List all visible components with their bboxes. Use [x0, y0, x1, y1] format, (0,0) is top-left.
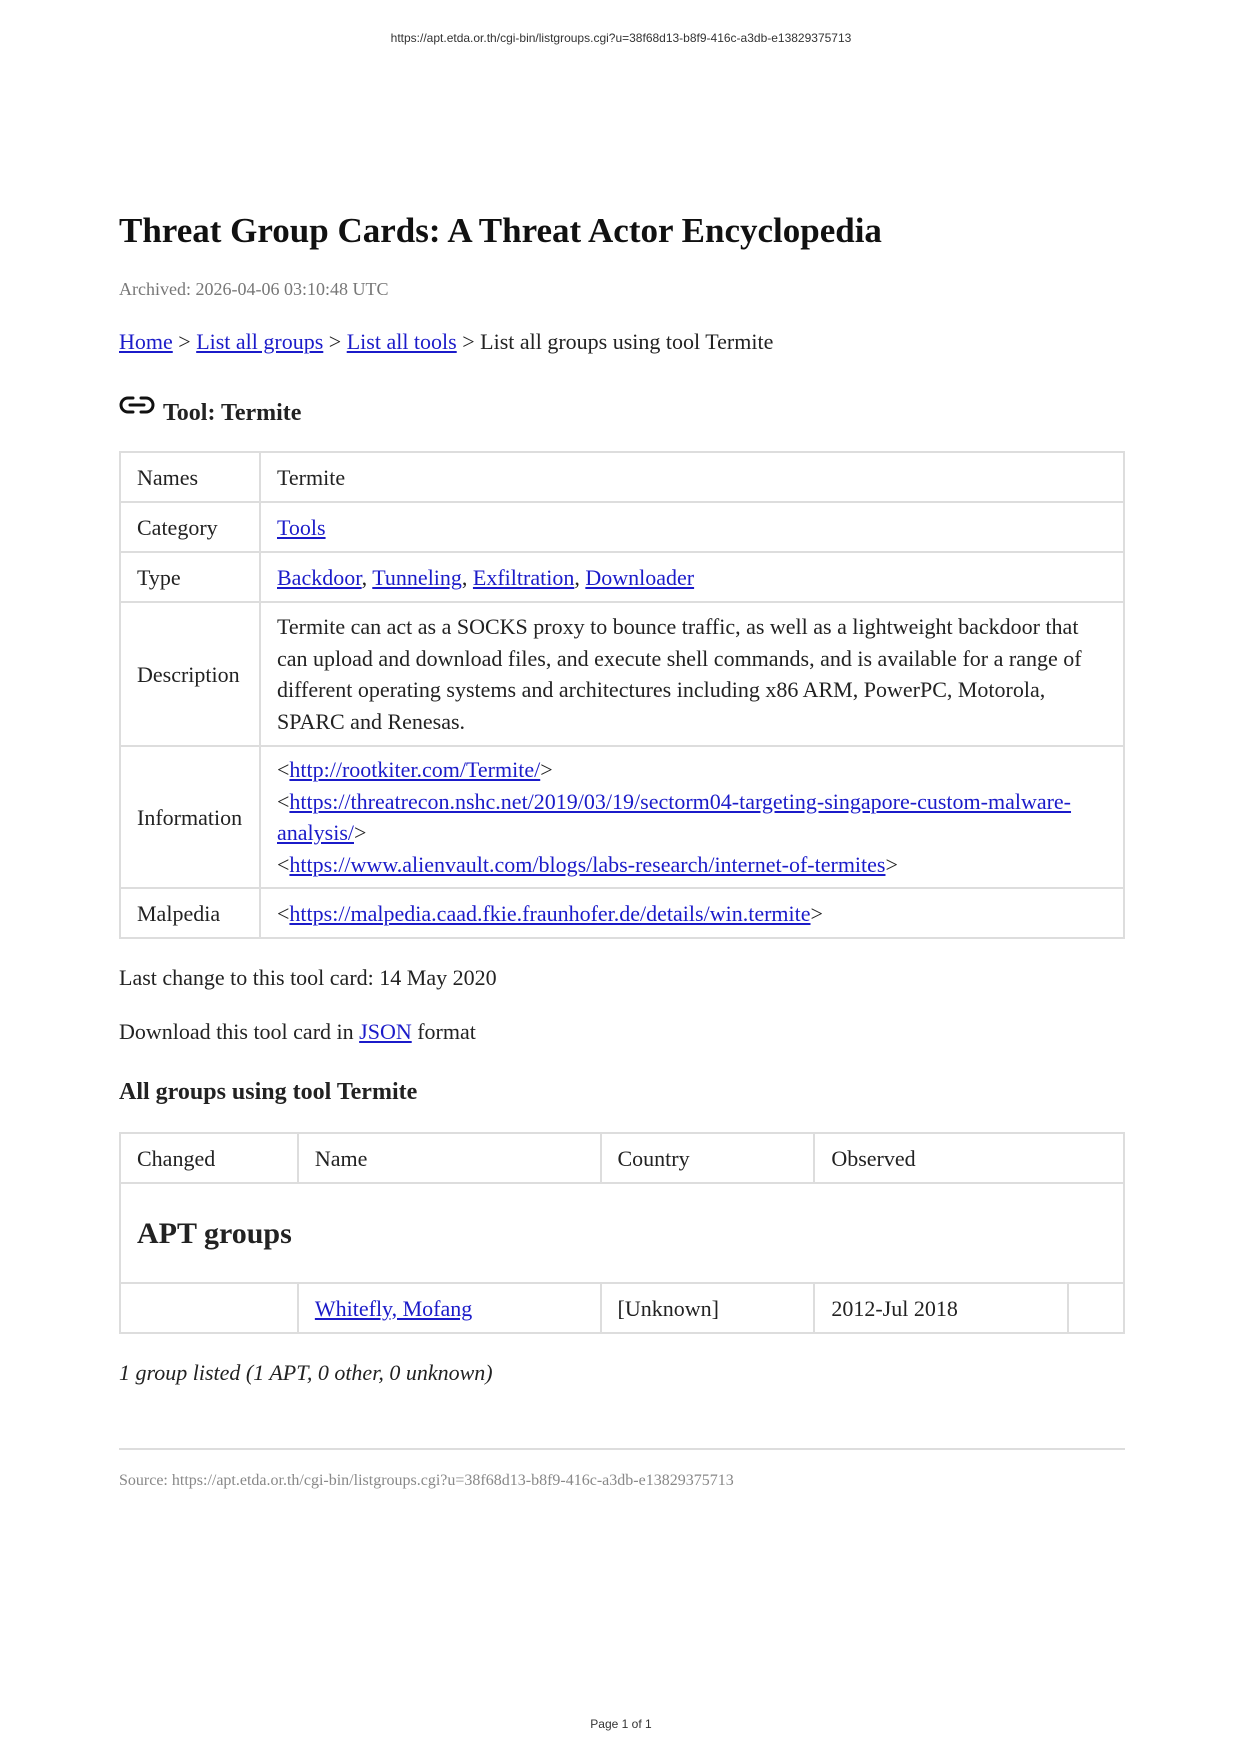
- names-value: Termite: [260, 452, 1124, 502]
- cell-observed: 2012-Jul 2018: [814, 1283, 1068, 1333]
- apt-groups-section-title: APT groups: [120, 1183, 1124, 1283]
- category-tools-link[interactable]: Tools: [277, 514, 326, 540]
- source-url: Source: https://apt.etda.or.th/cgi-bin/listgroups.cgi?u=38f68d13-b8f9-416c-a3db-e13829375713: [119, 1472, 734, 1489]
- category-value: [260, 502, 1124, 552]
- info-link-line: [277, 849, 1107, 881]
- type-separator: ,: [361, 564, 368, 590]
- column-header-observed: Observed: [814, 1133, 1124, 1183]
- information-label: Information: [120, 746, 260, 888]
- table-row: [120, 746, 1124, 888]
- angle-open: <: [277, 757, 290, 782]
- tool-heading-text: Tool: Termite: [163, 400, 302, 426]
- divider: [119, 1448, 1125, 1450]
- groups-summary: 1 group listed (1 APT, 0 other, 0 unknown): [119, 1360, 493, 1385]
- group-link-whitefly[interactable]: Whitefly, Mofang: [314, 1295, 473, 1321]
- table-row: [120, 1283, 1124, 1333]
- type-label: Type: [120, 552, 260, 602]
- info-link-threatrecon[interactable]: https://threatrecon.nshc.net/2019/03/19/sectorm04-targeting-singapore-custom-malware-analysis/: [277, 788, 1072, 845]
- breadcrumb-separator: >: [328, 329, 342, 354]
- category-label: Category: [120, 502, 260, 552]
- type-downloader-link[interactable]: Downloader: [585, 564, 695, 590]
- information-value: [260, 746, 1124, 888]
- download-suffix: format: [417, 1019, 476, 1044]
- malpedia-link[interactable]: https://malpedia.caad.fkie.fraunhofer.de/details/win.termite: [289, 900, 811, 926]
- description-label: Description: [120, 602, 260, 746]
- breadcrumb-current: List all groups using tool Termite: [480, 329, 774, 354]
- info-link-line: [277, 754, 1107, 786]
- type-value: [260, 552, 1124, 602]
- main-content: [119, 210, 1125, 1490]
- print-header-url: https://apt.etda.or.th/cgi-bin/listgroups.cgi?u=38f68d13-b8f9-416c-a3db-e13829375713: [390, 31, 852, 45]
- angle-close: >: [354, 820, 367, 845]
- breadcrumb-home-link[interactable]: Home: [119, 329, 173, 354]
- table-row: [120, 602, 1124, 746]
- malpedia-label: Malpedia: [120, 888, 260, 938]
- section-row: [120, 1183, 1124, 1283]
- breadcrumb-list-tools-link[interactable]: List all tools: [346, 329, 457, 354]
- angle-close: >: [540, 757, 553, 782]
- type-separator: ,: [461, 564, 468, 590]
- type-exfiltration-link[interactable]: Exfiltration: [472, 564, 575, 590]
- cell-empty: [1068, 1283, 1124, 1333]
- page-number: Page 1 of 1: [590, 1717, 652, 1731]
- type-backdoor-link[interactable]: Backdoor: [277, 564, 362, 590]
- tool-card-table: [119, 451, 1125, 939]
- groups-table: [119, 1132, 1125, 1334]
- angle-open: <: [277, 851, 290, 877]
- description-value: Termite can act as a SOCKS proxy to bounce traffic, as well as a lightweight backdoor that can upload and download files, and execute shell commands, and is available for a range of different operating systems and architectures including x86 ARM, PowerPC, Motorola, SPARC and Renesas.: [260, 602, 1124, 746]
- cell-country: [Unknown]: [601, 1283, 815, 1333]
- column-header-name: Name: [298, 1133, 601, 1183]
- table-row: [120, 452, 1124, 502]
- table-header-row: [120, 1133, 1124, 1183]
- table-row: [120, 552, 1124, 602]
- last-change-text: Last change to this tool card: 14 May 2020: [119, 965, 497, 990]
- cell-changed: [120, 1283, 298, 1333]
- json-download-link[interactable]: JSON: [359, 1019, 412, 1044]
- angle-open: <: [277, 788, 290, 814]
- info-link-line: [277, 786, 1107, 849]
- page-title: Threat Group Cards: A Threat Actor Encyclopedia: [119, 211, 882, 250]
- link-icon: [119, 393, 155, 421]
- angle-close: >: [885, 851, 898, 877]
- archived-timestamp: Archived: 2026-04-06 03:10:48 UTC: [119, 279, 389, 299]
- info-link-rootkiter[interactable]: http://rootkiter.com/Termite/: [289, 757, 541, 782]
- cell-name: [298, 1283, 601, 1333]
- download-line: [119, 1019, 1125, 1045]
- type-separator: ,: [574, 564, 580, 590]
- tool-heading: [119, 393, 1125, 427]
- column-header-changed: Changed: [120, 1133, 298, 1183]
- breadcrumb-separator: >: [462, 329, 475, 354]
- groups-heading: All groups using tool Termite: [119, 1079, 418, 1105]
- type-tunneling-link[interactable]: Tunneling: [372, 564, 462, 590]
- angle-open: <: [277, 900, 290, 926]
- names-label: Names: [120, 452, 260, 502]
- column-header-country: Country: [601, 1133, 815, 1183]
- download-prefix: Download this tool card in: [119, 1019, 354, 1044]
- breadcrumb-separator: >: [178, 329, 191, 354]
- table-row: [120, 888, 1124, 938]
- table-row: [120, 502, 1124, 552]
- breadcrumb: [119, 329, 1125, 355]
- info-link-alienvault[interactable]: https://www.alienvault.com/blogs/labs-research/internet-of-termites: [289, 851, 886, 877]
- breadcrumb-list-groups-link[interactable]: List all groups: [196, 329, 324, 354]
- angle-close: >: [810, 900, 823, 926]
- malpedia-value: [260, 888, 1124, 938]
